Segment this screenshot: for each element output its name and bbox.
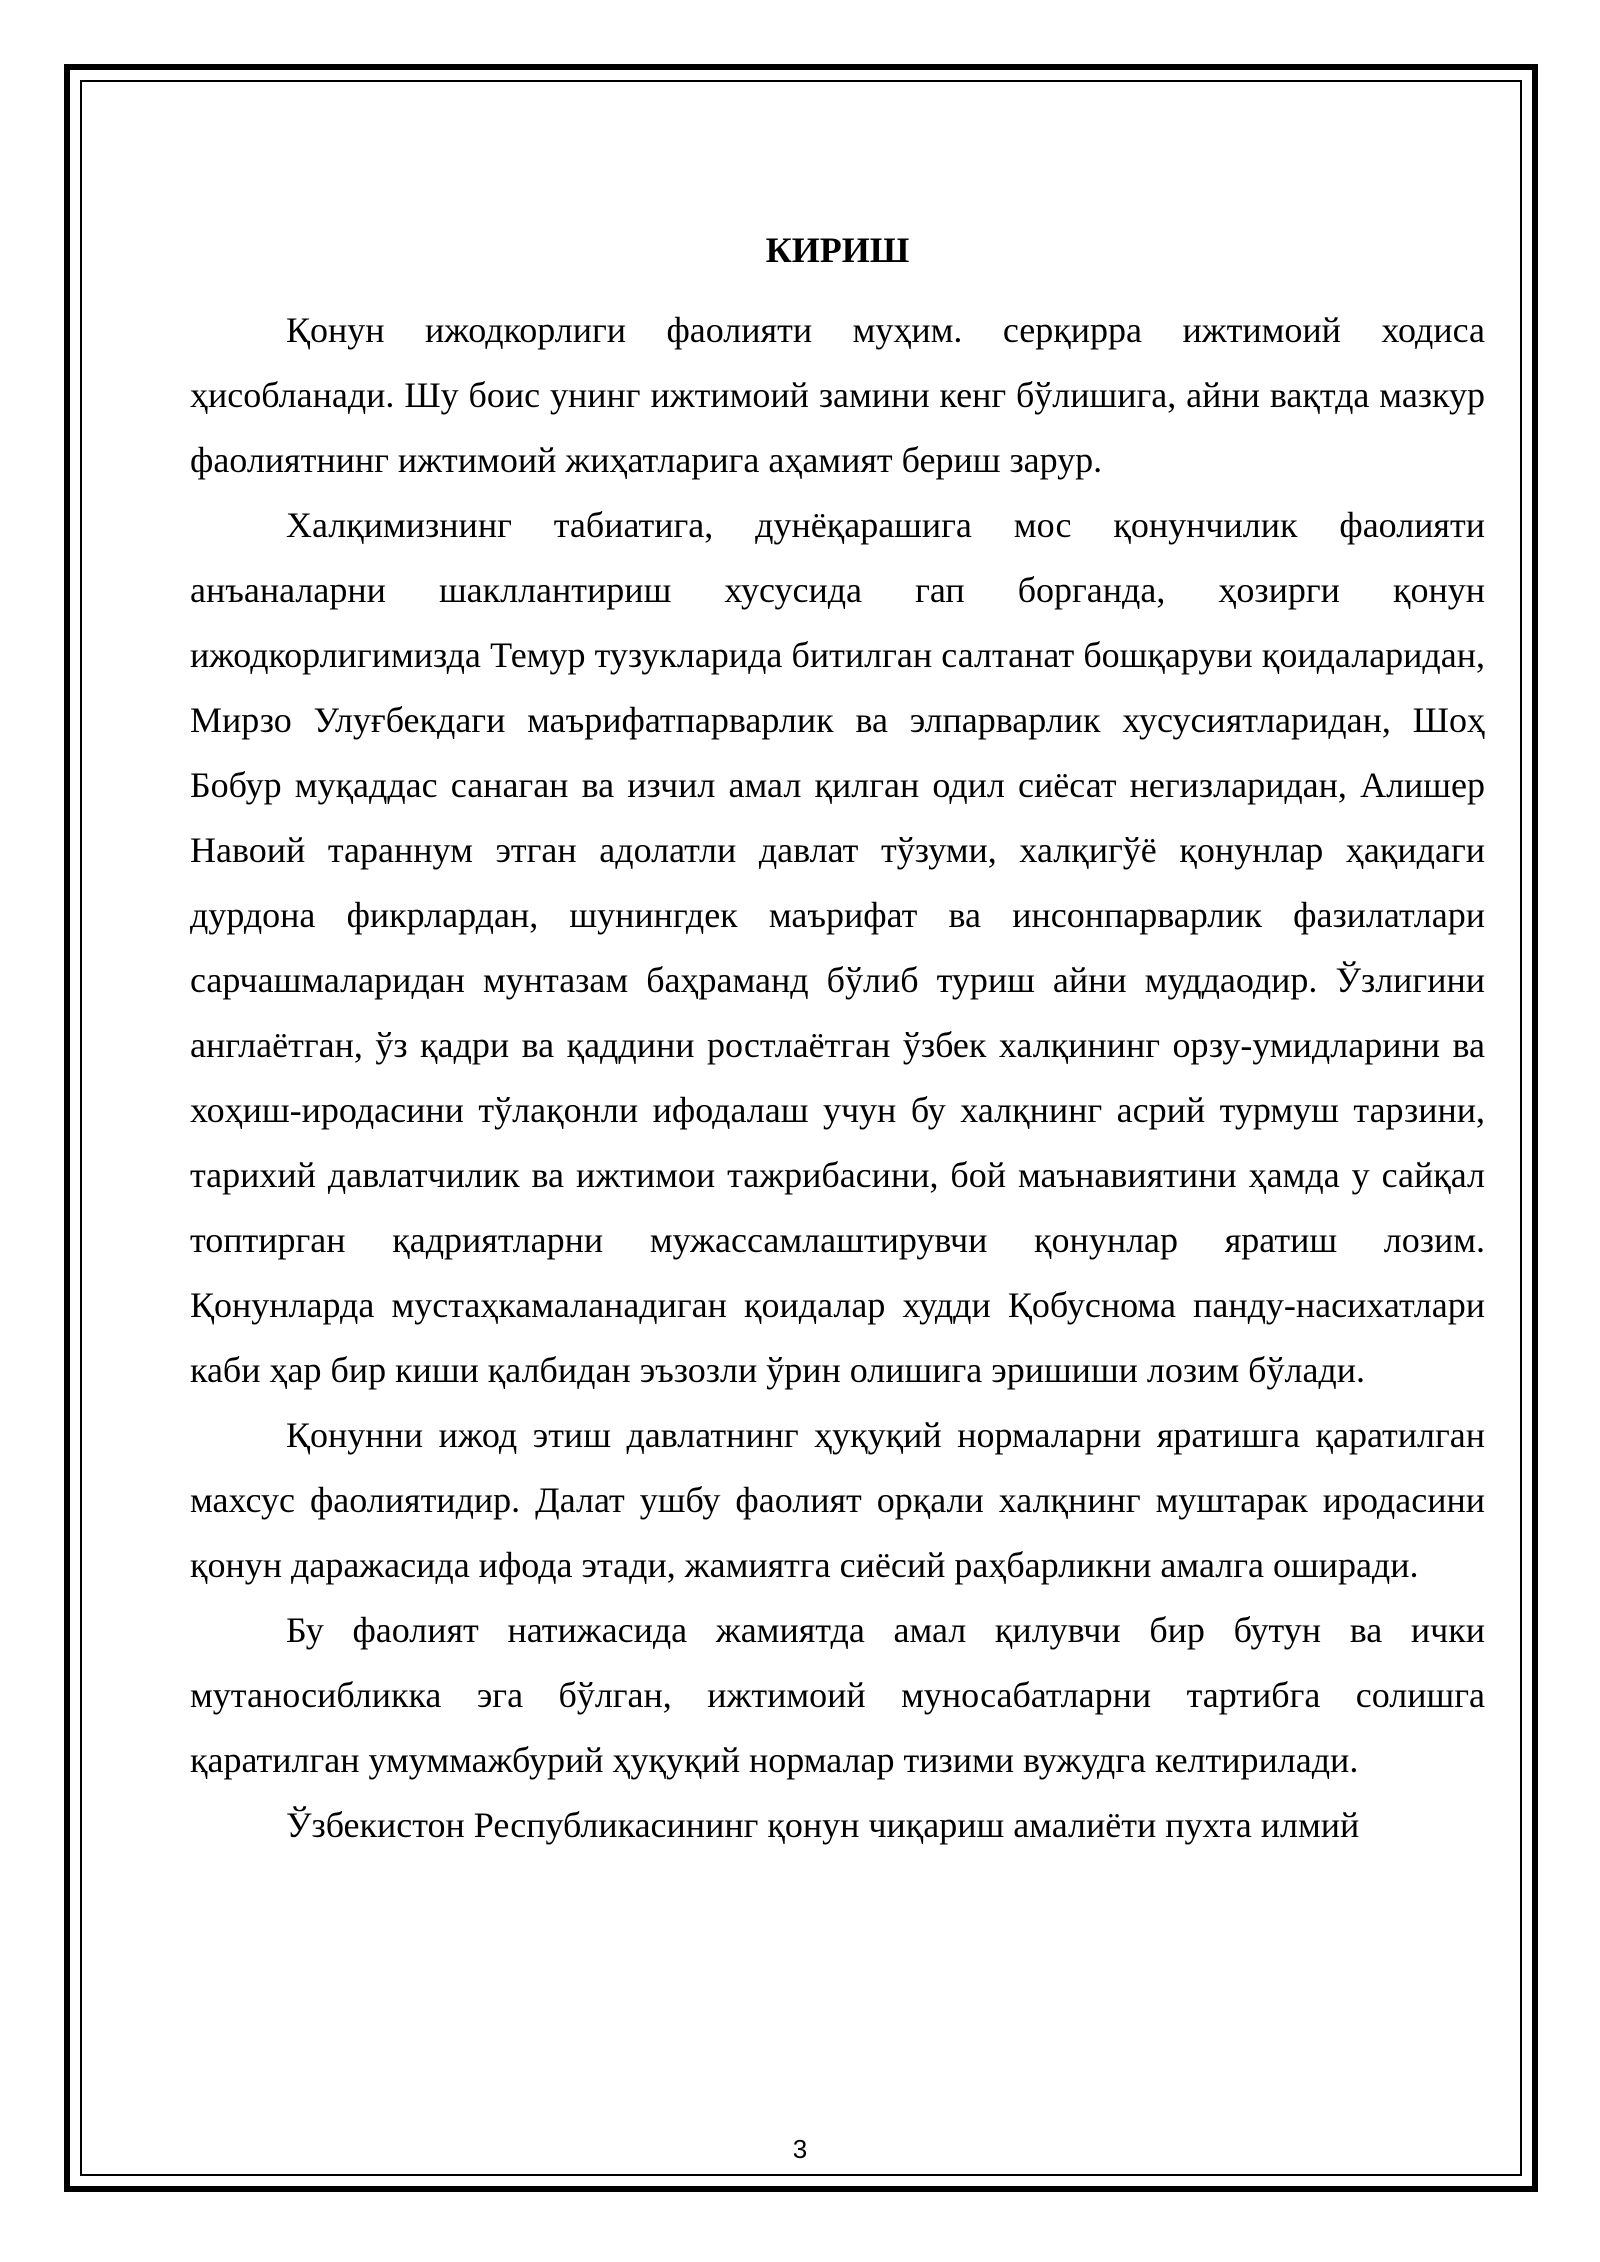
paragraph-1: Қонун ижодкорлиги фаолияти муҳим. серқирра ижтимоий ходиса ҳисобланади. Шу боис унинг ижтимоий замини кенг бўлишига, айни вақтда мазкур фаолиятнинг ижтимоий жиҳатларига аҳамият бериш зарур. — [190, 310, 1485, 480]
paragraph-2: Халқимизнинг табиатига, дунёқарашига мос қонунчилик фаолияти анъаналарни шакллантириш хусусида гап борганда, ҳозирги қонун ижодкорлигимизда Темур тузукларида битилган салтанат бошқаруви қоидаларидан, Мирзо Улуғбекдаги маърифатпарварлик ва элпарварлик хусусиятларидан, Шоҳ Бобур муқаддас санаган ва изчил амал қилган одил сиёсат негизларидан, Алишер Навоий тараннум этган адолатли давлат тўзуми, халқигўё қонунлар ҳақидаги дурдона фикрлардан, шунингдек маърифат ва инсонпарварлик фазилатлари сарчашмаларидан мунтазам баҳраманд бўлиб туриш айни муддаодир. Ўзлигини англаётган, ўз қадри ва қаддини ростлаётган ўзбек халқининг орзу-умидларини ва хоҳиш-иродасини тўлақонли ифодалаш учун бу халқнинг асрий турмуш тарзини, тарихий давлатчилик ва ижтимои тажрибасини, бой маънавиятини ҳамда у сайқал топтирган қадриятларни мужассамлаштирувчи қонунлар яратиш лозим. Қонунларда мустаҳкамаланадиган қоидалар худди Қобуснома панду-насихатлари каби ҳар бир киши қалбидан эъзозли ўрин олишига эришиши лозим бўлади. — [190, 505, 1485, 1390]
paragraph-5: Ўзбекистон Республикасининг қонун чиқариш амалиёти пухта илмий — [286, 1805, 1360, 1845]
paragraph-3: Қонунни ижод этиш давлатнинг ҳуқуқий нормаларни яратишга қаратилган махсус фаолиятидир. Далат ушбу фаолият орқали халқнинг муштарак иродасини қонун даражасида ифода этади, жамиятга сиёсий раҳбарликни амалга оширади. — [190, 1415, 1485, 1585]
paragraph-4: Бу фаолият натижасида жамиятда амал қилувчи бир бутун ва ички мутаносибликка эга бўлган, ижтимоий муносабатларни тартибга солишга қаратилган умуммажбурий ҳуқуқий нормалар тизими вужудга келтирилади. — [190, 1610, 1485, 1780]
document-body — [190, 220, 1485, 1858]
page-number: 3 — [792, 2134, 808, 2164]
section-title: КИРИШ — [765, 230, 910, 270]
